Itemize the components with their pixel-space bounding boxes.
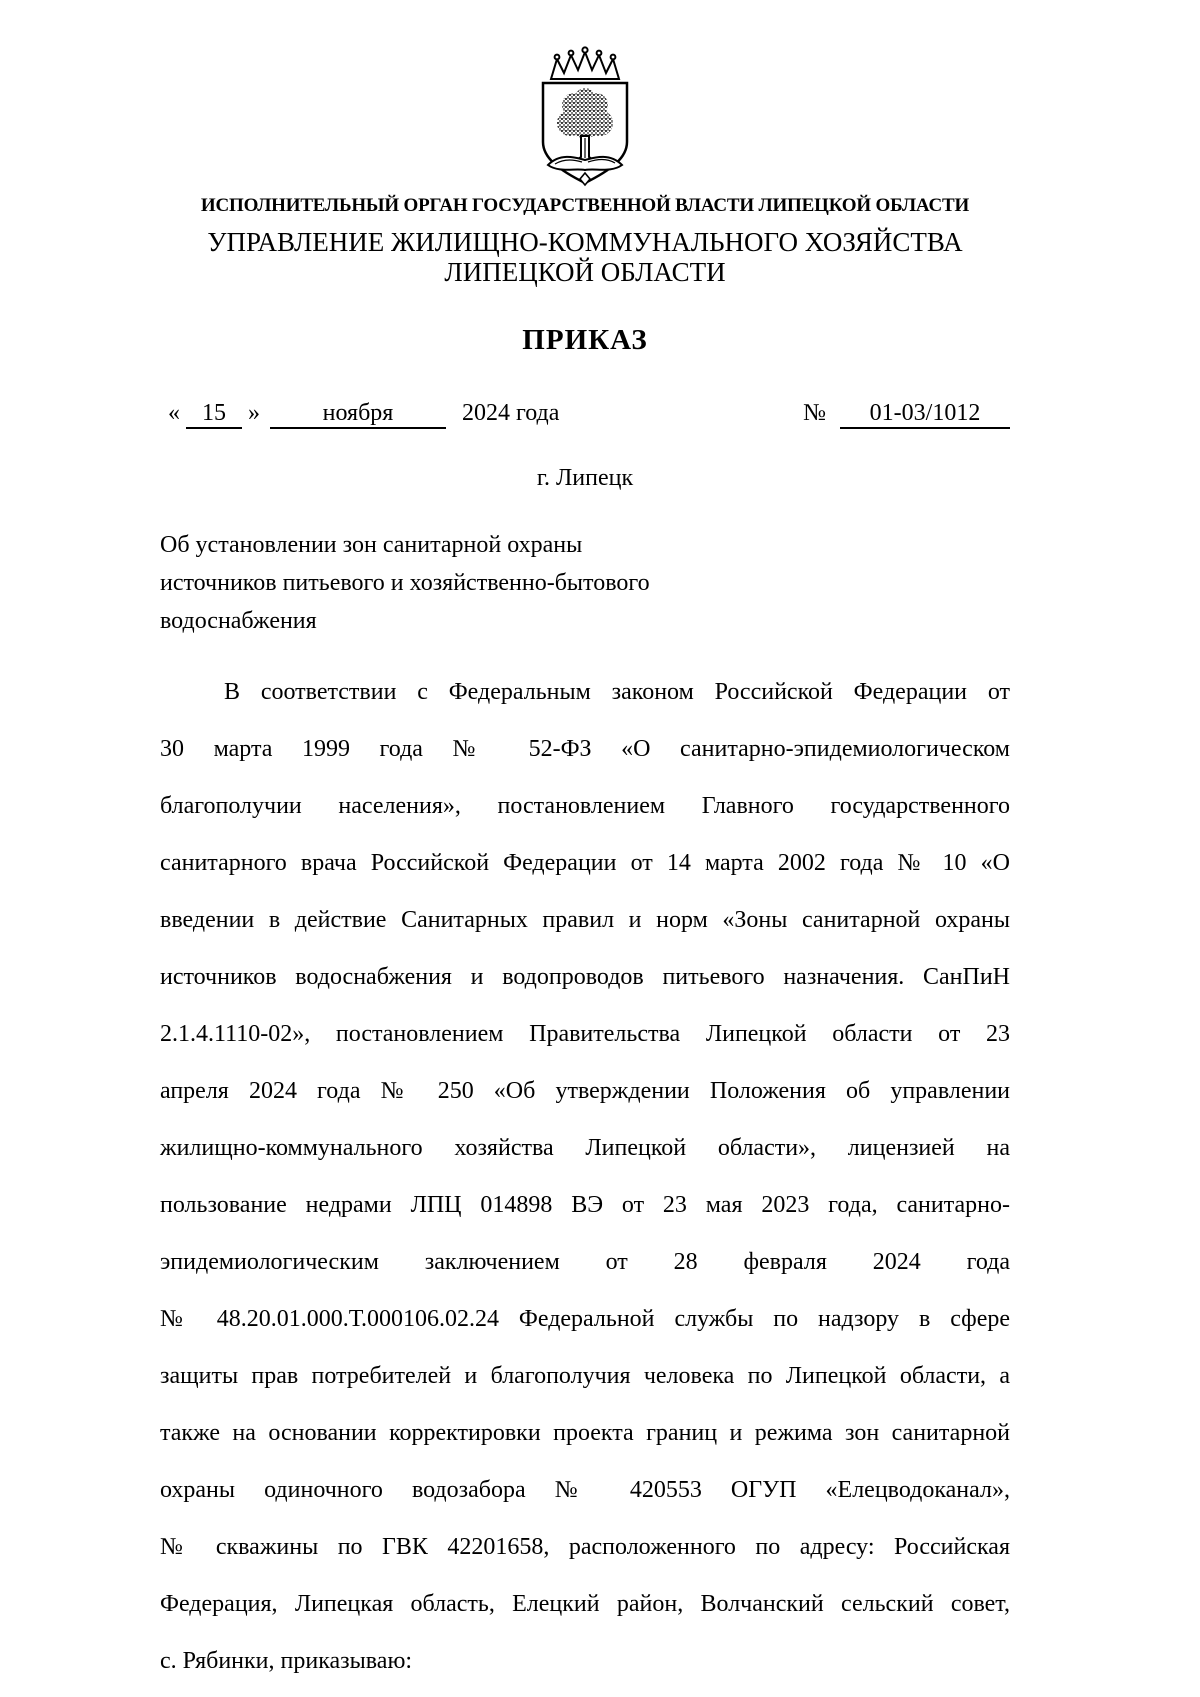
subject-line: водоснабжения — [160, 608, 317, 634]
date-field — [168, 399, 559, 429]
open-guillemet: « — [168, 400, 180, 426]
body-line: 30 марта 1999 года № 52-ФЗ «О санитарно-эпидемиологическом — [160, 736, 1010, 762]
org-authority-line: ИСПОЛНИТЕЛЬНЫЙ ОРГАН ГОСУДАРСТВЕННОЙ ВЛАСТИ ЛИПЕЦКОЙ ОБЛАСТИ — [200, 195, 970, 216]
body-line: также на основании корректировки проекта границ и режима зон санитарной — [160, 1420, 1010, 1446]
department-name-line1: УПРАВЛЕНИЕ ЖИЛИЩНО-КОММУНАЛЬНОГО ХОЗЯЙСТВА — [207, 227, 963, 257]
subject-line: Об установлении зон санитарной охраны — [160, 532, 583, 558]
coat-of-arms-icon — [524, 46, 646, 188]
body-line: 2.1.4.1110-02», постановлением Правительства Липецкой области от 23 — [160, 1021, 1010, 1047]
date-year: 2024 года — [462, 400, 560, 426]
body-line: Федерация, Липецкая область, Елецкий район, Волчанский сельский совет, — [160, 1591, 1010, 1617]
body-paragraph — [160, 664, 1010, 1690]
body-line: пользование недрами ЛПЦ 014898 ВЭ от 23 мая 2023 года, санитарно- — [160, 1192, 1010, 1218]
body-line: апреля 2024 года № 250 «Об утверждении Положения об управлении — [160, 1078, 1010, 1104]
document-type-title: ПРИКАЗ — [522, 324, 648, 356]
body-line: благополучии населения», постановлением Главного государственного — [160, 793, 1010, 819]
department-name — [160, 227, 1010, 287]
body-line: источников водоснабжения и водопроводов питьевого назначения. СанПиН — [160, 964, 1010, 990]
date-day: 15 — [186, 399, 242, 429]
body-line: В соответствии с Федеральным законом Российской Федерации от — [224, 679, 1010, 705]
date-month: ноября — [270, 399, 446, 429]
body-line: жилищно-коммунального хозяйства Липецкой области», лицензией на — [160, 1135, 1010, 1161]
subject-line: источников питьевого и хозяйственно-бытового — [160, 570, 650, 596]
document-number: 01-03/1012 — [840, 399, 1010, 429]
body-line: № скважины по ГВК 42201658, расположенного по адресу: Российская — [160, 1534, 1010, 1560]
body-line: охраны одиночного водозабора № 420553 ОГУП «Елецводоканал», — [160, 1477, 1010, 1503]
close-guillemet: » — [248, 400, 260, 426]
subject-block — [160, 526, 1010, 640]
body-line: санитарного врача Российской Федерации от 14 марта 2002 года № 10 «О — [160, 850, 1010, 876]
number-sign: № — [803, 400, 826, 426]
department-name-line2: ЛИПЕЦКОЙ ОБЛАСТИ — [444, 257, 726, 287]
body-line: № 48.20.01.000.Т.000106.02.24 Федеральной службы по надзору в сфере — [160, 1306, 1010, 1332]
body-line: с. Рябинки, приказываю: — [160, 1648, 413, 1674]
coat-of-arms — [524, 46, 646, 188]
date-number-row — [160, 399, 1010, 429]
document-number-field — [803, 399, 1010, 429]
body-line: введении в действие Санитарных правил и норм «Зоны санитарной охраны — [160, 907, 1010, 933]
crown-icon — [551, 47, 619, 79]
body-line: эпидемиологическим заключением от 28 февраля 2024 года — [160, 1249, 1010, 1275]
body-line: защиты прав потребителей и благополучия человека по Липецкой области, а — [160, 1363, 1010, 1389]
place-line: г. Липецк — [536, 465, 634, 491]
